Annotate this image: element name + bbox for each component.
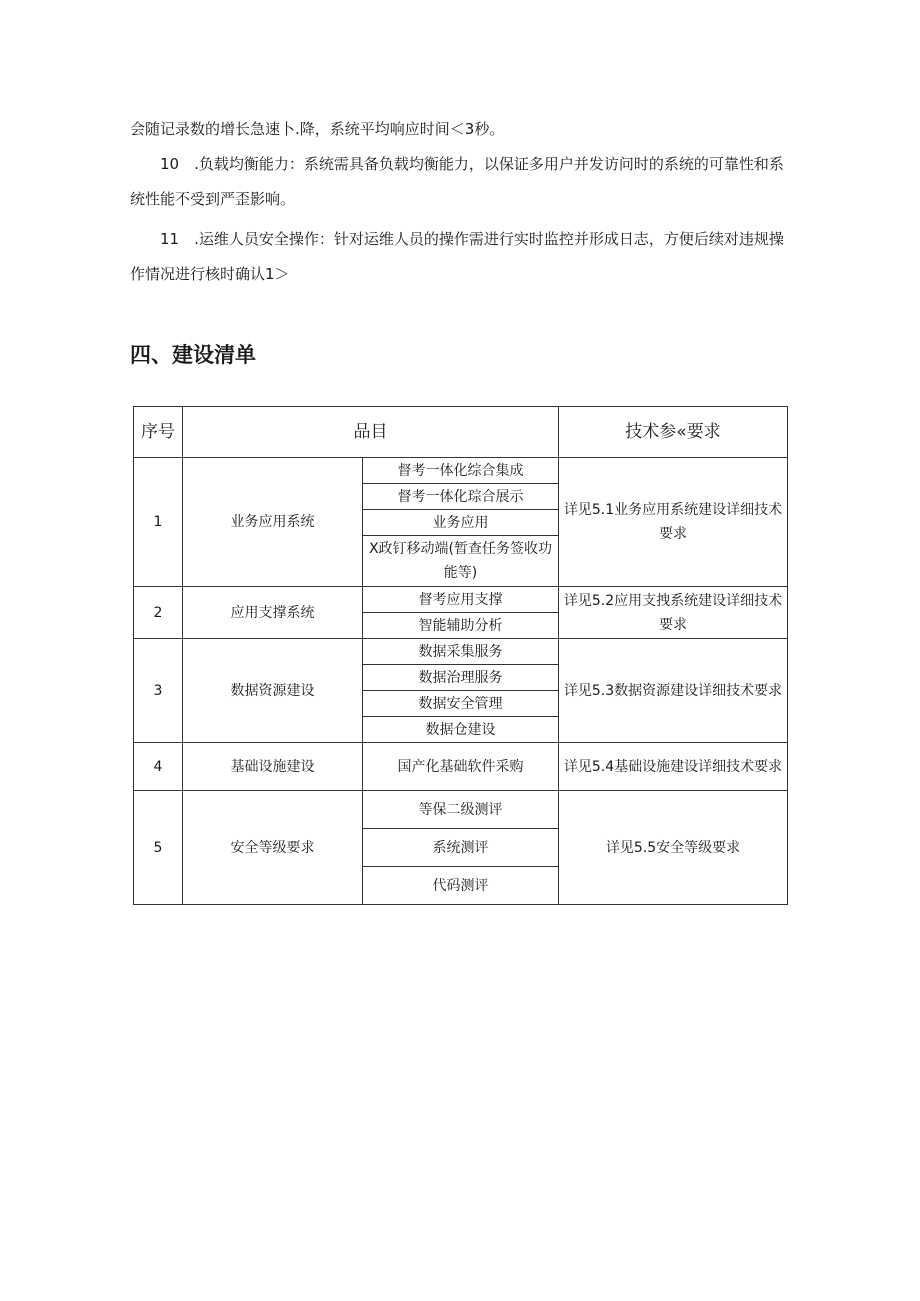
sub-item-cell: 代码测评 — [363, 867, 559, 905]
sub-item-cell: X政钉移动端(暂查任务签收功能等) — [363, 536, 559, 587]
sub-item-cell: 等保二级测评 — [363, 791, 559, 829]
seq-cell: 4 — [134, 743, 183, 791]
tech-cell: 详见5.1业务应用系统建设详细技术要求 — [559, 458, 788, 587]
sub-item-cell: 督考应用支撑 — [363, 587, 559, 613]
sub-item-cell: 数据安全管理 — [363, 691, 559, 717]
sub-item-cell: 数据仓建设 — [363, 717, 559, 743]
paragraph-response-time: 会随记录数的增长急速卜.降，系统平均响应时间＜3秒。 — [130, 120, 505, 138]
seq-cell: 3 — [134, 639, 183, 743]
table-row — [134, 458, 788, 484]
sub-item-cell: 系统测评 — [363, 829, 559, 867]
paragraph-ops-security: 11 .运维人员安全操作：针对运维人员的操作需进行实时监控并形成日志，方便后续对违规操作情况进行核时确认1＞ — [130, 230, 784, 283]
sub-item-cell: 业务应用 — [363, 510, 559, 536]
header-tech: 技术参«要求 — [559, 407, 788, 458]
tech-cell: 详见5.5安全等级要求 — [559, 791, 788, 905]
table-header-row — [134, 407, 788, 458]
tech-cell: 详见5.3数据资源建设详细技术要求 — [559, 639, 788, 743]
seq-cell: 1 — [134, 458, 183, 587]
sub-item-cell: 智能辅助分析 — [363, 613, 559, 639]
table-row — [134, 587, 788, 613]
item-cell: 业务应用系统 — [183, 458, 363, 587]
item-cell: 安全等级要求 — [183, 791, 363, 905]
sub-item-cell: 数据采集服务 — [363, 639, 559, 665]
seq-cell: 2 — [134, 587, 183, 639]
tech-cell: 详见5.2应用支拽系统建设详细技术要求 — [559, 587, 788, 639]
section-heading: 四、建设清单 — [130, 343, 256, 367]
sub-item-cell: 督考一体化琮合展示 — [363, 484, 559, 510]
sub-item-cell: 督考一体化综合集成 — [363, 458, 559, 484]
item-cell: 应用支撑系统 — [183, 587, 363, 639]
paragraph-load-balancing: 10 .负载均衡能力：系统需具备负载均衡能力，以保证多用户并发访问时的系统的可靠性和系统性能不受到严歪影响。 — [130, 155, 784, 208]
sub-item-cell: 国产化基础软件采购 — [363, 743, 559, 791]
sub-item-cell: 数据治理服务 — [363, 665, 559, 691]
header-seq: 序号 — [134, 407, 183, 458]
table-row — [134, 639, 788, 665]
item-cell: 数据资源建设 — [183, 639, 363, 743]
item-cell: 基础设施建设 — [183, 743, 363, 791]
header-item: 品目 — [183, 407, 559, 458]
seq-cell: 5 — [134, 791, 183, 905]
table-row — [134, 743, 788, 791]
tech-cell: 详见5.4基础设施建设详细技术要求 — [559, 743, 788, 791]
table-row — [134, 791, 788, 829]
construction-list-table — [133, 406, 788, 905]
